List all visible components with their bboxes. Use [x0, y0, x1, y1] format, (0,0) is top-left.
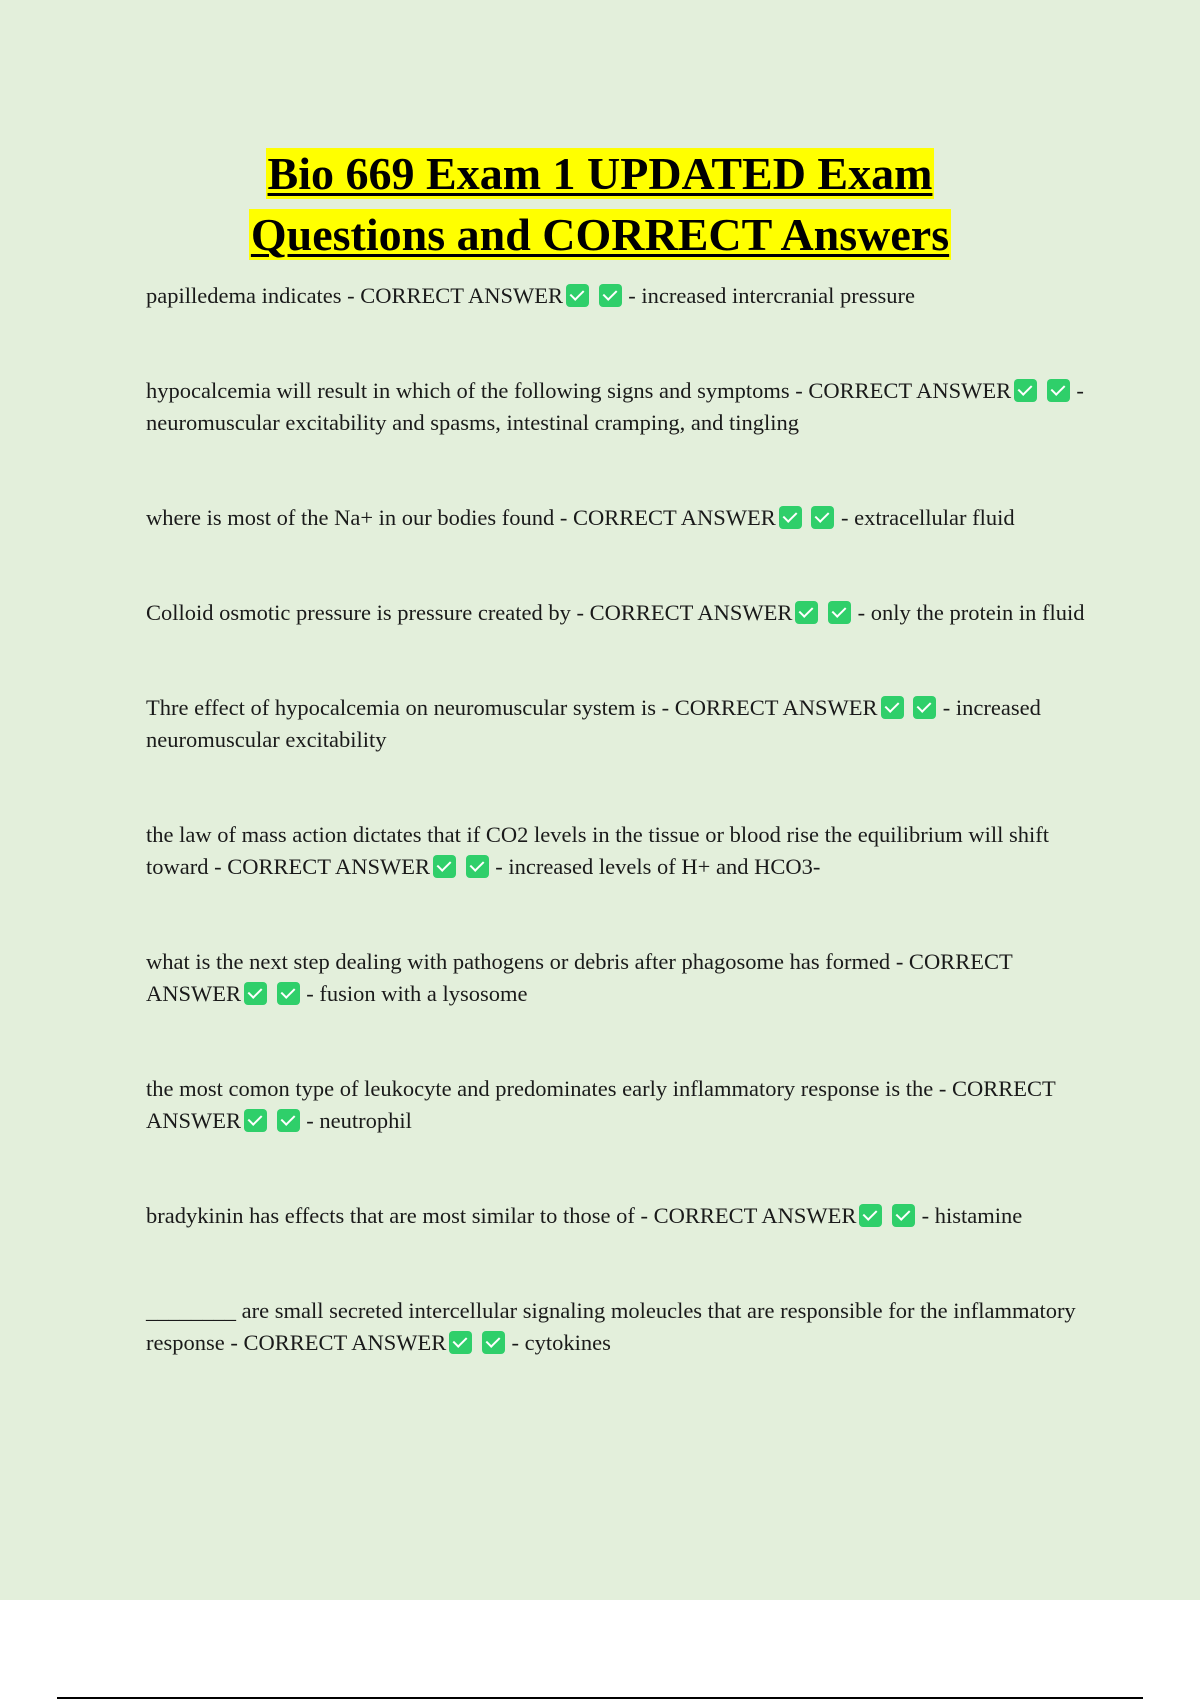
qa-item: the law of mass action dictates that if CO2 levels in the tissue or blood rise the equilibrium will shift toward - CORRECT ANSWER - increased levels of H+ and HCO3- [146, 822, 1049, 879]
qa-item: Colloid osmotic pressure is pressure created by - CORRECT ANSWER - only the protein in fluid [146, 600, 1085, 625]
correct-answer-label: - CORRECT ANSWER [576, 600, 793, 625]
checkmark-icon [433, 855, 456, 878]
qa-item: where is most of the Na+ in our bodies found - CORRECT ANSWER - extracellular fluid [146, 505, 1015, 530]
checkmark-icon [277, 982, 300, 1005]
checkmark-icon [244, 982, 267, 1005]
answer-text: fusion with a lysosome [319, 981, 528, 1006]
answer-text: increased neuromuscular excitability [146, 695, 1041, 752]
qa-item: ________ are small secreted intercellular signaling moleucles that are responsible for the inflammatory response - CORRECT ANSWER - cytokines [146, 1298, 1076, 1355]
question-text: the most comon type of leukocyte and predominates early inflammatory response is the [146, 1076, 934, 1101]
answer-text: histamine [934, 1203, 1023, 1228]
document-title [0, 143, 1200, 265]
question-text: papilledema indicates [146, 283, 342, 308]
checkmark-icon [244, 1109, 267, 1132]
answer-text: increased intercranial pressure [641, 283, 916, 308]
correct-answer-label: - CORRECT ANSWER [347, 283, 564, 308]
correct-answer-label: - CORRECT ANSWER [146, 1076, 1056, 1133]
answer-text: increased levels of H+ and HCO3- [508, 854, 821, 879]
qa-item: hypocalcemia will result in which of the following signs and symptoms - CORRECT ANSWER - neuromuscular excitability and spasms, intestinal cramping, and tingling [146, 378, 1084, 435]
qa-list [146, 280, 1086, 1359]
question-text: what is the next step dealing with pathogens or debris after phagosome has formed [146, 949, 891, 974]
checkmark-icon [1047, 379, 1070, 402]
question-text: hypocalcemia will result in which of the following signs and symptoms [146, 378, 790, 403]
checkmark-icon [811, 506, 834, 529]
correct-answer-label: - CORRECT ANSWER [661, 695, 878, 720]
checkmark-icon [881, 696, 904, 719]
answer-text: extracellular fluid [854, 505, 1015, 530]
qa-item: what is the next step dealing with pathogens or debris after phagosome has formed - CORRECT ANSWER - fusion with a lysosome [146, 949, 1013, 1006]
question-text: Thre effect of hypocalcemia on neuromuscular system is [146, 695, 657, 720]
checkmark-icon [277, 1109, 300, 1132]
answer-text: neuromuscular excitability and spasms, intestinal cramping, and tingling [146, 410, 799, 435]
checkmark-icon [449, 1331, 472, 1354]
question-text: Colloid osmotic pressure is pressure created by [146, 600, 571, 625]
checkmark-icon [779, 506, 802, 529]
checkmark-icon [795, 601, 818, 624]
correct-answer-label: - CORRECT ANSWER [230, 1330, 447, 1355]
checkmark-icon [466, 855, 489, 878]
checkmark-icon [913, 696, 936, 719]
correct-answer-label: - CORRECT ANSWER [795, 378, 1012, 403]
answer-text: only the protein in fluid [870, 600, 1085, 625]
answer-text: cytokines [524, 1330, 611, 1355]
footer-divider [57, 1697, 1143, 1699]
title-line-2: Questions and CORRECT Answers [250, 209, 950, 260]
checkmark-icon [859, 1204, 882, 1227]
correct-answer-label: - CORRECT ANSWER [214, 854, 430, 879]
qa-item: Thre effect of hypocalcemia on neuromuscular system is - CORRECT ANSWER - increased neuromuscular excitability [146, 695, 1041, 752]
checkmark-icon [1014, 379, 1037, 402]
correct-answer-label: - CORRECT ANSWER [146, 949, 1013, 1006]
checkmark-icon [828, 601, 851, 624]
checkmark-icon [599, 284, 622, 307]
checkmark-icon [892, 1204, 915, 1227]
checkmark-icon [566, 284, 589, 307]
checkmark-icon [482, 1331, 505, 1354]
qa-item: bradykinin has effects that are most similar to those of - CORRECT ANSWER - histamine [146, 1203, 1023, 1228]
question-text: where is most of the Na+ in our bodies found [146, 505, 555, 530]
correct-answer-label: - CORRECT ANSWER [640, 1203, 857, 1228]
question-text: bradykinin has effects that are most similar to those of [146, 1203, 635, 1228]
question-text: the law of mass action dictates that if CO2 levels in the tissue or blood rise the equilibrium will shift toward [146, 822, 1049, 879]
qa-item: the most comon type of leukocyte and predominates early inflammatory response is the - CORRECT ANSWER - neutrophil [146, 1076, 1056, 1133]
qa-item: papilledema indicates - CORRECT ANSWER - increased intercranial pressure [146, 283, 916, 308]
question-text: ________ are small secreted intercellular signaling moleucles that are responsible for the inflammatory response [146, 1298, 1076, 1355]
correct-answer-label: - CORRECT ANSWER [559, 505, 776, 530]
answer-text: neutrophil [319, 1108, 412, 1133]
title-line-1: Bio 669 Exam 1 UPDATED Exam [267, 148, 933, 199]
